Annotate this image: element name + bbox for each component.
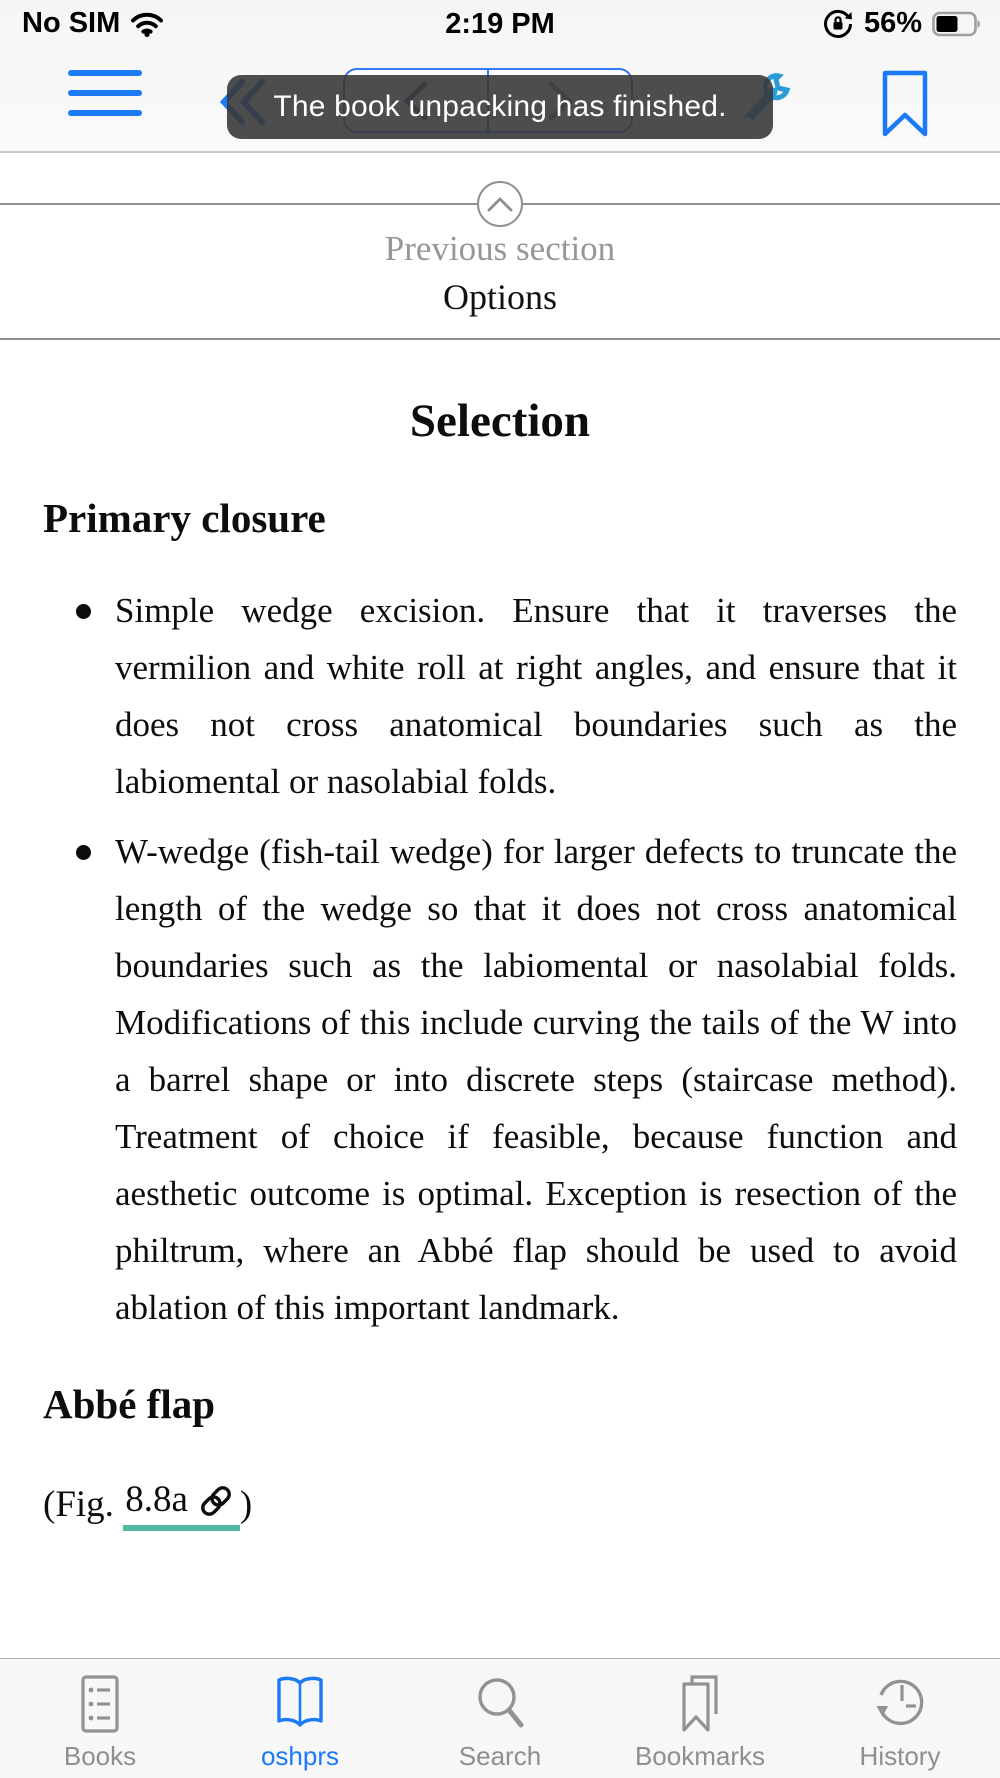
books-list-icon <box>70 1669 130 1739</box>
status-right <box>822 7 982 40</box>
menu-icon[interactable] <box>68 70 142 128</box>
bookmarks-icon <box>670 1669 730 1739</box>
chevron-up-icon[interactable] <box>477 181 523 227</box>
section-labels <box>0 229 1000 318</box>
bullet-list <box>43 582 957 1336</box>
figure-suffix: ) <box>239 1484 253 1525</box>
tab-label: Search <box>458 1741 542 1771</box>
link-icon <box>196 1481 236 1521</box>
previous-section-label: Previous section <box>384 229 616 268</box>
tab-bar <box>0 1658 1000 1778</box>
tab-history[interactable] <box>800 1659 1000 1778</box>
list-item: Simple wedge excision. Ensure that it traverses the vermilion and white roll at right angles, and ensure that it does not cross anatomical boundaries such as the labiomental or nasolabial folds. <box>43 582 957 810</box>
heading-primary-closure: Primary closure <box>43 495 326 541</box>
status-bar <box>0 0 1000 46</box>
tab-label: History <box>859 1741 941 1771</box>
book-page <box>0 342 1000 1656</box>
top-chrome <box>0 0 1000 153</box>
bookmark-icon[interactable] <box>882 70 928 138</box>
tab-label: Books <box>63 1741 137 1771</box>
toast-notification <box>227 75 773 139</box>
tab-label: Bookmarks <box>634 1741 766 1771</box>
rotation-lock-icon <box>822 8 854 40</box>
tab-bookmarks[interactable] <box>600 1659 800 1778</box>
open-book-icon <box>268 1669 332 1739</box>
toast-message: The book unpacking has finished. <box>273 90 727 123</box>
heading-abbe-flap: Abbé flap <box>43 1381 216 1427</box>
figure-reference <box>43 1478 957 1531</box>
battery-percent-label: 56% <box>863 7 922 39</box>
tab-books[interactable] <box>0 1659 200 1778</box>
reader-toolbar <box>0 46 1000 153</box>
figure-link[interactable] <box>123 1478 240 1531</box>
history-icon <box>868 1669 932 1739</box>
clock-label: 2:19 PM <box>445 8 555 40</box>
battery-icon <box>932 11 982 37</box>
section-pull-nav <box>0 155 1000 340</box>
page-title: Selection <box>409 395 591 447</box>
tab-search[interactable] <box>400 1659 600 1778</box>
search-icon <box>470 1669 530 1739</box>
carrier-label: No SIM <box>22 7 121 39</box>
figure-prefix: (Fig. <box>43 1484 124 1525</box>
tab-label: oshprs <box>260 1741 340 1771</box>
figure-link-text: 8.8a <box>125 1479 188 1520</box>
list-item: W-wedge (fish-tail wedge) for larger defects to truncate the length of the wedge so that it does not cross anatomical boundaries such as the labiomental or nasolabial folds. Modifications of this include curving the tails of the W into a barrel shape or into discrete steps (staircase method). Treatment of choice if feasible, because function and aesthetic outcome is optimal. Exception is resection of the philtrum, where an Abbé flap should be used to avoid ablation of this important landmark. <box>43 823 957 1336</box>
tab-oshprs[interactable] <box>200 1659 400 1778</box>
current-section-label: Options <box>442 277 557 317</box>
